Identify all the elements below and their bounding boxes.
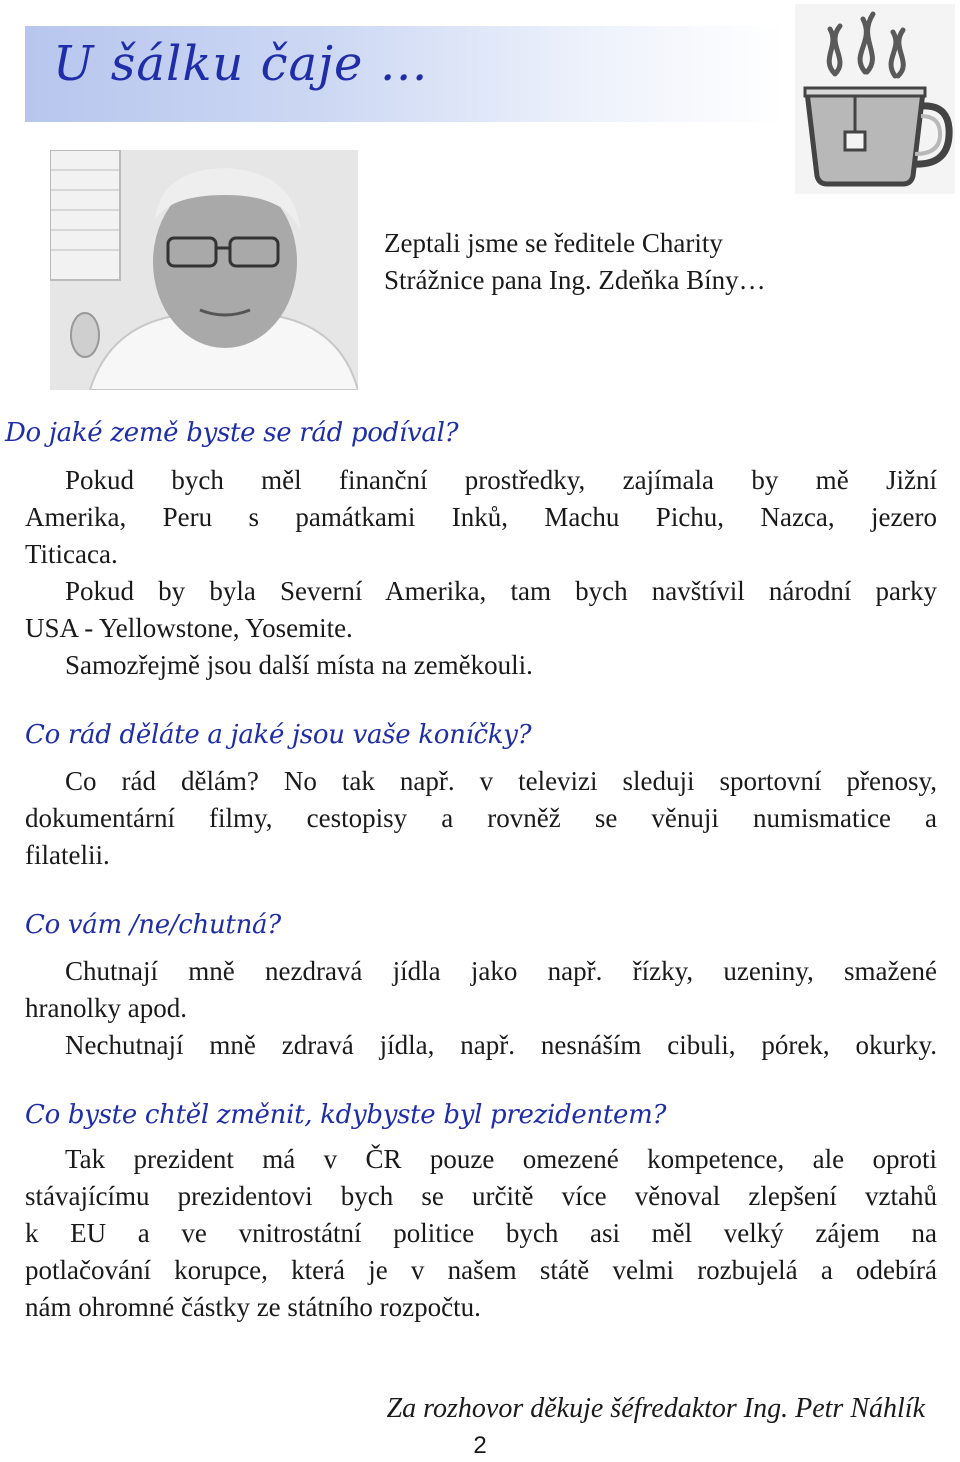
- answer-line: Titicaca.: [25, 539, 118, 569]
- answer-president: [25, 1141, 937, 1326]
- answer-line: Pokud bych měl finanční prostředky, zajímala by mě Jižní: [65, 465, 937, 495]
- answer-line: Pokud by byla Severní Amerika, tam bych navštívil národní parky: [65, 576, 937, 606]
- intro-text: [384, 225, 844, 299]
- answer-line: stávajícímu prezidentovi bych se určitě více věnoval zlepšení vztahů: [25, 1181, 937, 1211]
- answer-line: hranolky apod.: [25, 993, 187, 1023]
- portrait-photo: [50, 150, 358, 390]
- answer-line: Co rád dělám? No tak např. v televizi sleduji sportovní přenosy,: [65, 766, 937, 796]
- question-hobbies: Co rád děláte a jaké jsou vaše koníčky?: [25, 720, 532, 750]
- answer-line: Amerika, Peru s památkami Inků, Machu Pichu, Nazca, jezero: [25, 502, 937, 532]
- answer-line: Samozřejmě jsou další místa na zeměkouli.: [65, 650, 533, 680]
- answer-line: Nechutnají mně zdravá jídla, např. nesnáším cibuli, pórek, okurky.: [65, 1030, 937, 1060]
- answer-line: nám ohromné částky ze státního rozpočtu.: [25, 1292, 481, 1322]
- question-president: Co byste chtěl změnit, kdybyste byl prezidentem?: [25, 1100, 667, 1130]
- answer-travel: [25, 462, 937, 684]
- answer-line: Tak prezident má v ČR pouze omezené kompetence, ale oproti: [65, 1144, 937, 1174]
- answer-line: filatelii.: [25, 840, 110, 870]
- signature: Za rozhovor děkuje šéfredaktor Ing. Petr Náhlík: [386, 1393, 925, 1424]
- title-banner: [25, 26, 785, 122]
- intro-line: Strážnice pana Ing. Zdeňka Bíny…: [384, 265, 766, 295]
- answer-line: potlačování korupce, která je v našem státě velmi rozbujelá a odebírá: [25, 1255, 937, 1285]
- tea-cup-icon: [795, 4, 955, 194]
- answer-food: [25, 953, 937, 1064]
- answer-line: USA - Yellowstone, Yosemite.: [25, 613, 353, 643]
- question-food: Co vám /ne/chutná?: [25, 910, 281, 940]
- page-title: U šálku čaje …: [53, 36, 429, 92]
- answer-line: k EU a ve vnitrostátní politice bych asi měl velký zájem na: [25, 1218, 937, 1248]
- answer-line: dokumentární filmy, cestopisy a rovněž se věnuji numismatice a: [25, 803, 937, 833]
- answer-line: Chutnají mně nezdravá jídla jako např. řízky, uzeniny, smažené: [65, 956, 937, 986]
- page-number: 2: [473, 1432, 487, 1459]
- question-travel: Do jaké země byste se rád podíval?: [5, 418, 459, 448]
- answer-hobbies: [25, 763, 937, 874]
- intro-line: Zeptali jsme se ředitele Charity: [384, 228, 723, 258]
